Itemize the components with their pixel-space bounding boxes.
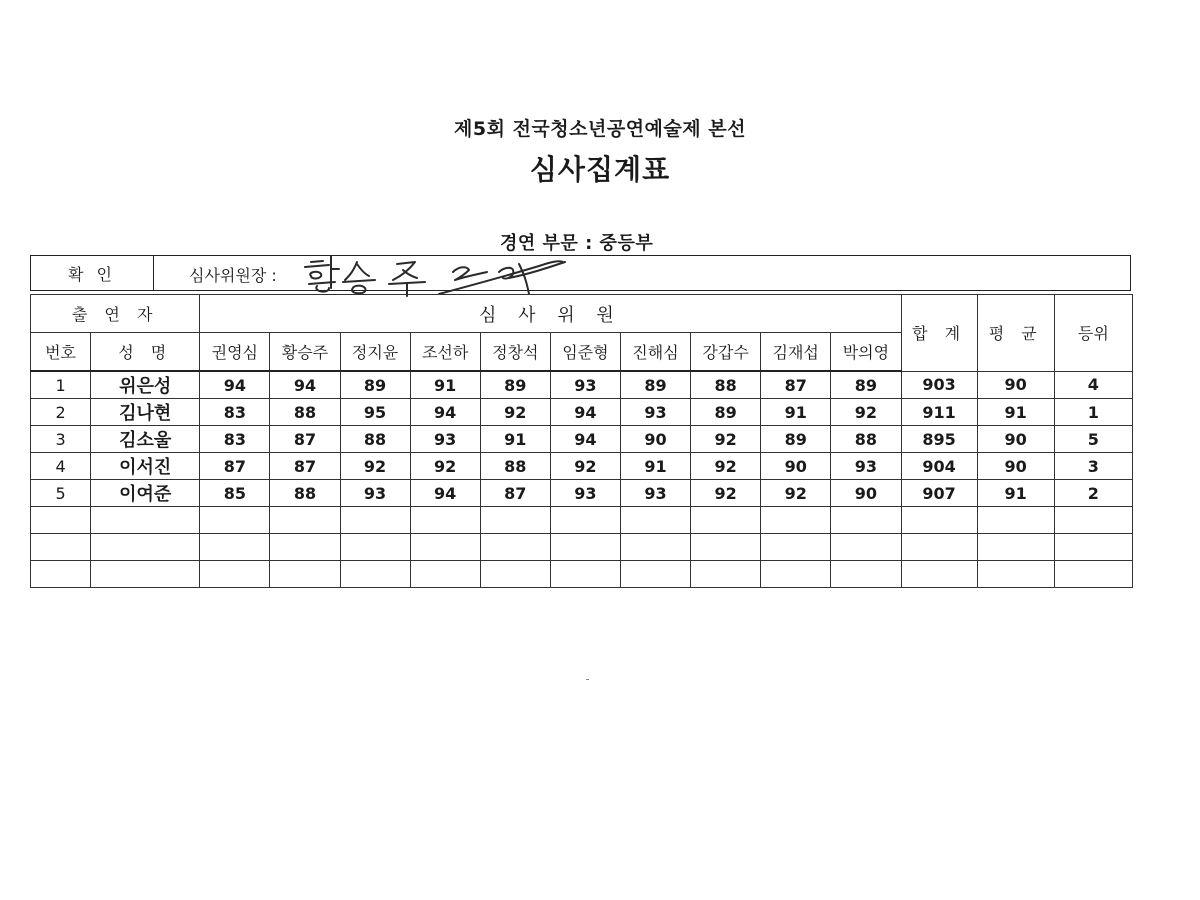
average-header: 평 균 [977, 295, 1054, 372]
judge-score: 93 [831, 453, 901, 480]
judge-score: 94 [270, 371, 340, 399]
empty-cell [270, 507, 340, 534]
judge-name: 정지윤 [340, 333, 410, 372]
judge-score: 89 [340, 371, 410, 399]
empty-cell [480, 534, 550, 561]
judge-score: 87 [480, 480, 550, 507]
empty-cell [901, 534, 977, 561]
judge-score: 90 [831, 480, 901, 507]
judge-score: 88 [270, 480, 340, 507]
empty-cell [91, 534, 200, 561]
judge-score: 88 [480, 453, 550, 480]
empty-cell [977, 561, 1054, 588]
event-title: 제5회 전국청소년공연예술제 본선 [454, 118, 746, 140]
empty-cell [480, 507, 550, 534]
judge-name: 권영심 [200, 333, 270, 372]
judge-score: 92 [691, 453, 761, 480]
judge-score: 88 [831, 426, 901, 453]
empty-cell [977, 534, 1054, 561]
judge-name: 강갑수 [691, 333, 761, 372]
total-score: 895 [901, 426, 977, 453]
empty-cell [831, 507, 901, 534]
performer-name: 이여준 [91, 480, 200, 507]
judge-score: 92 [480, 399, 550, 426]
empty-cell [91, 507, 200, 534]
empty-cell [977, 507, 1054, 534]
total-score: 903 [901, 371, 977, 399]
judge-name: 임준형 [550, 333, 620, 372]
judge-score: 91 [761, 399, 831, 426]
empty-row [31, 507, 1133, 534]
document-title: 심사집계표 [529, 153, 671, 186]
judge-score: 94 [200, 371, 270, 399]
rank-value: 1 [1054, 399, 1132, 426]
rank-header: 등위 [1054, 295, 1132, 372]
empty-cell [901, 507, 977, 534]
judge-score: 92 [410, 453, 480, 480]
performer-name: 김소울 [91, 426, 200, 453]
judge-name: 진해심 [620, 333, 690, 372]
judge-score: 85 [200, 480, 270, 507]
average-score: 90 [977, 426, 1054, 453]
empty-cell [761, 507, 831, 534]
judge-score: 90 [761, 453, 831, 480]
average-score: 90 [977, 371, 1054, 399]
judge-score: 92 [831, 399, 901, 426]
table-row [31, 480, 1133, 507]
average-score: 91 [977, 399, 1054, 426]
total-score: 904 [901, 453, 977, 480]
empty-cell [31, 561, 91, 588]
judge-score: 93 [410, 426, 480, 453]
empty-cell [1054, 534, 1132, 561]
total-score: 911 [901, 399, 977, 426]
table-row [31, 453, 1133, 480]
performer-name: 김나현 [91, 399, 200, 426]
performer-name: 위은성 [91, 371, 200, 399]
judge-score: 87 [270, 453, 340, 480]
empty-cell [200, 561, 270, 588]
empty-cell [550, 561, 620, 588]
judge-score: 91 [410, 371, 480, 399]
judge-score: 90 [620, 426, 690, 453]
empty-cell [620, 507, 690, 534]
performer-name: 이서진 [91, 453, 200, 480]
number-header: 번호 [31, 333, 91, 372]
empty-cell [550, 507, 620, 534]
empty-cell [200, 534, 270, 561]
performer-header: 출 연 자 [31, 295, 200, 333]
performer-number: 1 [31, 371, 91, 399]
performer-number: 4 [31, 453, 91, 480]
judge-score: 88 [340, 426, 410, 453]
empty-cell [1054, 561, 1132, 588]
total-header: 합 계 [901, 295, 977, 372]
performer-number: 3 [31, 426, 91, 453]
empty-cell [901, 561, 977, 588]
judge-name: 황승주 [270, 333, 340, 372]
score-table-body [31, 371, 1133, 588]
judges-header: 심 사 위 원 [200, 295, 901, 333]
empty-cell [340, 561, 410, 588]
judge-score: 87 [270, 426, 340, 453]
judge-score: 88 [691, 371, 761, 399]
judge-score: 92 [340, 453, 410, 480]
name-header: 성 명 [91, 333, 200, 372]
judge-score: 89 [691, 399, 761, 426]
empty-cell [31, 507, 91, 534]
scan-speck [586, 679, 589, 680]
judge-score: 92 [691, 480, 761, 507]
judge-score: 83 [200, 426, 270, 453]
table-row [31, 426, 1133, 453]
judge-score: 94 [550, 399, 620, 426]
judge-score: 83 [200, 399, 270, 426]
empty-cell [761, 561, 831, 588]
empty-cell [620, 534, 690, 561]
empty-cell [620, 561, 690, 588]
judge-score: 87 [761, 371, 831, 399]
empty-cell [31, 534, 91, 561]
empty-cell [761, 534, 831, 561]
judge-score: 89 [761, 426, 831, 453]
empty-cell [410, 561, 480, 588]
table-row [31, 399, 1133, 426]
judge-score: 92 [691, 426, 761, 453]
confirmation-label: 확 인 [31, 256, 154, 290]
judge-score: 92 [761, 480, 831, 507]
average-score: 91 [977, 480, 1054, 507]
rank-value: 5 [1054, 426, 1132, 453]
empty-cell [200, 507, 270, 534]
judge-score: 94 [410, 399, 480, 426]
judge-score: 88 [270, 399, 340, 426]
average-score: 90 [977, 453, 1054, 480]
rank-value: 4 [1054, 371, 1132, 399]
empty-cell [340, 507, 410, 534]
judge-score: 93 [340, 480, 410, 507]
empty-cell [550, 534, 620, 561]
empty-cell [691, 561, 761, 588]
score-table [30, 294, 1133, 588]
judge-score: 94 [550, 426, 620, 453]
chair-judge-label: 심사위원장 : [189, 266, 277, 285]
empty-cell [270, 561, 340, 588]
performer-number: 2 [31, 399, 91, 426]
judge-score: 91 [620, 453, 690, 480]
empty-cell [410, 534, 480, 561]
empty-cell [691, 507, 761, 534]
judge-score: 93 [550, 371, 620, 399]
rank-value: 2 [1054, 480, 1132, 507]
empty-cell [1054, 507, 1132, 534]
empty-row [31, 534, 1133, 561]
judge-score: 91 [480, 426, 550, 453]
empty-cell [340, 534, 410, 561]
empty-row [31, 561, 1133, 588]
rank-value: 3 [1054, 453, 1132, 480]
judge-score: 95 [340, 399, 410, 426]
handwritten-signature [289, 242, 579, 302]
empty-cell [270, 534, 340, 561]
judge-score: 93 [620, 399, 690, 426]
total-score: 907 [901, 480, 977, 507]
judge-score: 94 [410, 480, 480, 507]
judge-score: 87 [200, 453, 270, 480]
empty-cell [410, 507, 480, 534]
empty-cell [480, 561, 550, 588]
confirmation-box [30, 255, 1131, 291]
judge-score: 89 [480, 371, 550, 399]
judge-name: 김재섭 [761, 333, 831, 372]
empty-cell [831, 534, 901, 561]
judge-score: 92 [550, 453, 620, 480]
judge-score: 93 [550, 480, 620, 507]
table-row [31, 371, 1133, 399]
empty-cell [91, 561, 200, 588]
judge-score: 89 [831, 371, 901, 399]
empty-cell [691, 534, 761, 561]
empty-cell [831, 561, 901, 588]
judge-score: 93 [620, 480, 690, 507]
competition-division: 경연 부문 : 중등부 [500, 233, 654, 254]
judge-score: 89 [620, 371, 690, 399]
judge-name: 박의영 [831, 333, 901, 372]
judge-name: 정창석 [480, 333, 550, 372]
performer-number: 5 [31, 480, 91, 507]
judge-name: 조선하 [410, 333, 480, 372]
